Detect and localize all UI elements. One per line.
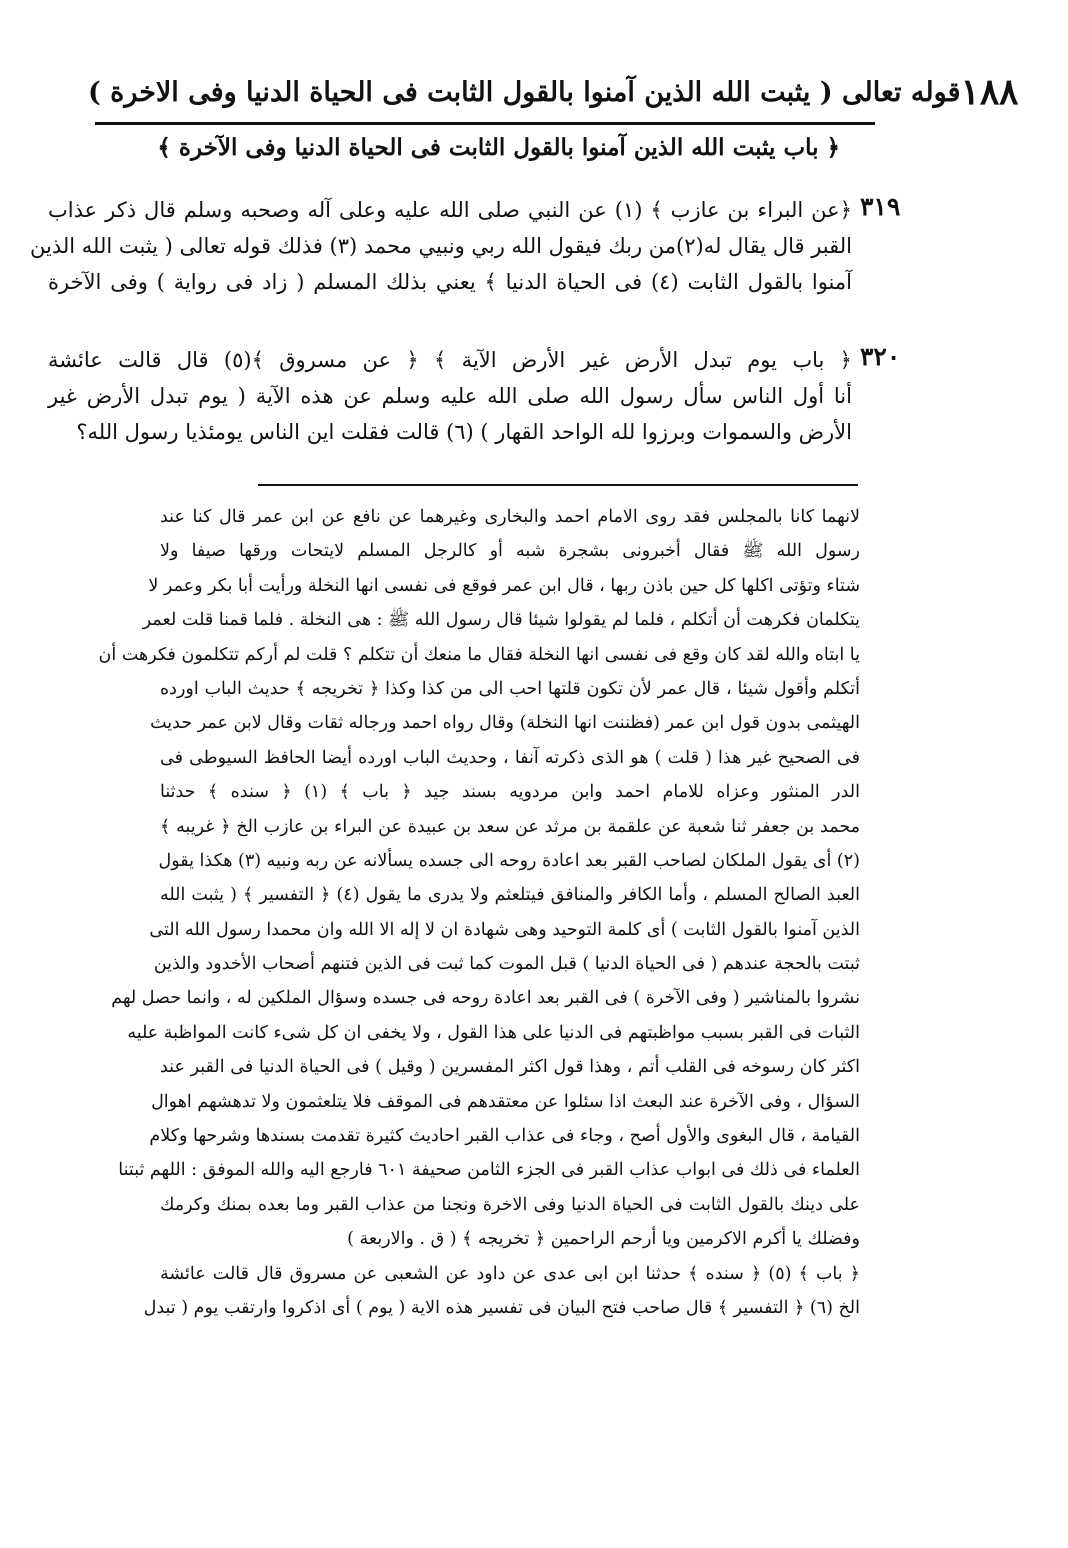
commentary-line: وفضلك يا أكرم الاكرمين ويا أرحم الراحمين ﴿ تخريجه ﴾ ( ق . والاربعة ) — [347, 1229, 860, 1250]
commentary-line: اكثر كان رسوخه فى القلب أتم ، وهذا قول اكثر المفسرين ( وقيل ) فى الحياة الدنيا فى القبر عند — [160, 1057, 860, 1078]
hadith-line: القبر قال يقال له(٢)من ربك فيقول الله ربي ونبيي محمد (٣) فذلك قوله تعالى ( يثبت الله الذين — [29, 234, 852, 258]
commentary-line: شتاء وتؤتى اكلها كل حين باذن ربها ، قال ابن عمر فوقع فى نفسى انها النخلة ورأيت أبا بكر وعمر لا — [148, 575, 860, 596]
commentary — [98, 500, 861, 1325]
commentary-line: الذين آمنوا بالقول الثابت ) أى كلمة التوحيد وهى شهادة ان لا إله الا الله وان محمدا رسول الله التى — [149, 919, 860, 940]
running-header — [88, 62, 1019, 122]
commentary-divider — [258, 484, 858, 486]
commentary-line: الدر المنثور وعزاه للامام احمد وابن مردويه بسند جيد ﴿ باب ﴾ (١) ﴿ سنده ﴾ حدثنا — [160, 782, 860, 803]
hadith-line: ﴿ باب يوم تبدل الأرض غير الأرض الآية ﴾ ﴿ عن مسروق ﴾(٥) قال قالت عائشة — [48, 348, 852, 372]
commentary-line: ﴿ باب ﴾ (٥) ﴿ سنده ﴾ حدثنا ابن ابى عدى عن داود عن الشعبى عن مسروق قال قالت عائشة — [160, 1263, 861, 1284]
commentary-line: أتكلم وأقول شيئا ، قال عمر لأن تكون قلتها احب الى من كذا وكذا ﴿ تخريجه ﴾ حديث الباب اورده — [160, 678, 860, 699]
hadith-line: أنا أول الناس سأل رسول الله صلى الله عليه وسلم عن هذه الآية ( يوم تبدل الأرض غير — [48, 384, 852, 408]
commentary-line: يتكلمان فكرهت أن أتكلم ، فلما لم يقولوا شيئا قال رسول الله ﷺ : هى النخلة . فلما قمنا قلت لعمر — [142, 610, 860, 631]
commentary-line: السؤال ، وفى الآخرة عند البعث اذا سئلوا عن معتقدهم فى الموقف فلا يتلعثمون ولا تدهشهم اهوال — [151, 1091, 860, 1112]
commentary-line: الثبات فى القبر بسبب مواظبتهم فى الدنيا على هذا القول ، ولا يخفى ان كل شىء كانت المواظبة عليه — [127, 1022, 860, 1043]
hadith-text — [48, 342, 852, 450]
commentary-line: الخ (٦) ﴿ التفسير ﴾ قال صاحب فتح البيان فى تفسير هذه الاية ( يوم ) أى اذكروا وارتقب يوم ( تبدل — [143, 1297, 860, 1318]
hadith-line: ﴿عن البراء بن عازب ﴾ (١) عن النبي صلى الله عليه وعلى آله وصحبه وسلم قال ذكر عذاب — [48, 198, 852, 222]
commentary-line: ثبتت بالحجة عندهم ( فى الحياة الدنيا ) قبل الموت كما ثبت فى الذين فتنهم أصحاب الأخدود والذين — [153, 954, 860, 975]
commentary-line: محمد بن جعفر ثنا شعبة عن علقمة بن مرثد عن سعد بن عبيدة عن البراء بن عازب الخ ﴿ غريبه ﴾ — [160, 816, 860, 837]
hadith-line: الأرض والسموات وبرزوا لله الواحد القهار ) (٦) قالت فقلت اين الناس يومئذيا رسول الله؟ — [76, 420, 852, 444]
commentary-line: العبد الصالح المسلم ، وأما الكافر والمنافق فيتلعثم ولا يدرى ما يقول (٤) ﴿ التفسير ﴾ ( يثبت الله — [160, 885, 860, 906]
commentary-line: الهيثمى بدون قول ابن عمر (فظننت انها النخلة) وقال رواه احمد ورجاله ثقات وقال لابن عمر حديث — [150, 713, 860, 734]
header-rule — [95, 122, 875, 125]
commentary-line: نشروا بالمناشير ( وفى الآخرة ) فى القبر بعد اعادة روحه فى جسده وسؤال الملكين له ، وانما حصل لهم — [111, 988, 860, 1009]
commentary-line: يا ابتاه والله لقد كان وقع فى نفسى انها النخلة فقال ما منعك أن تتكلم ؟ قلت لم أركم تتكلمون فكرهت أن — [98, 644, 860, 665]
commentary-line: لانهما كانا بالمجلس فقد روى الامام احمد والبخارى وغيرهما عن نافع عن ابن عمر قال كنا عند — [160, 507, 860, 527]
commentary-line: على دينك بالقول الثابت فى الحياة الدنيا وفى الاخرة ونجنا من عذاب القبر وما بعده بمنك وكرمك — [160, 1194, 860, 1215]
hadith-line: آمنوا بالقول الثابت (٤) فى الحياة الدنيا ﴾ يعني بذلك المسلم ( زاد فى رواية ) وفى الآخرة — [48, 270, 852, 294]
running-title: قوله تعالى ( يثبت الله الذين آمنوا بالقول الثابت فى الحياة الدنيا وفى الاخرة ) — [88, 76, 961, 108]
commentary-line: (٢) أى يقول الملكان لصاحب القبر بعد اعادة روحه الى جسده يسألانه عن ربه ونبيه (٣) هكذا يقول — [158, 850, 860, 871]
commentary-line: العلماء فى ذلك فى ابواب عذاب القبر فى الجزء الثامن صحيفة ٦٠١ فارجع اليه والله الموفق : اللهم ثبتنا — [118, 1160, 860, 1181]
commentary-line: القيامة ، قال البغوى والأول أصح ، وجاء فى عذاب القبر احاديث كثيرة تقدمت بسندها وشرحها وكلام — [149, 1126, 860, 1147]
commentary-line: رسول الله ﷺ فقال أخبرونى بشجرة شبه أو كالرجل المسلم لايتحات ورقها صيفا ولا — [160, 541, 860, 562]
hadith-number: ٣٢٠ — [860, 342, 901, 371]
page-number: ١٨٨ — [960, 71, 1019, 113]
hadith-text — [29, 192, 852, 300]
hadith-number: ٣١٩ — [860, 192, 901, 221]
commentary-line: فى الصحيح غير هذا ( قلت ) هو الذى ذكرته آنفا ، وحديث الباب اورده أيضا الحافظ السيوطى فى — [160, 747, 860, 768]
chapter-title: ﴿ باب يثبت الله الذين آمنوا بالقول الثابت فى الحياة الدنيا وفى الآخرة ﴾ — [157, 134, 840, 161]
